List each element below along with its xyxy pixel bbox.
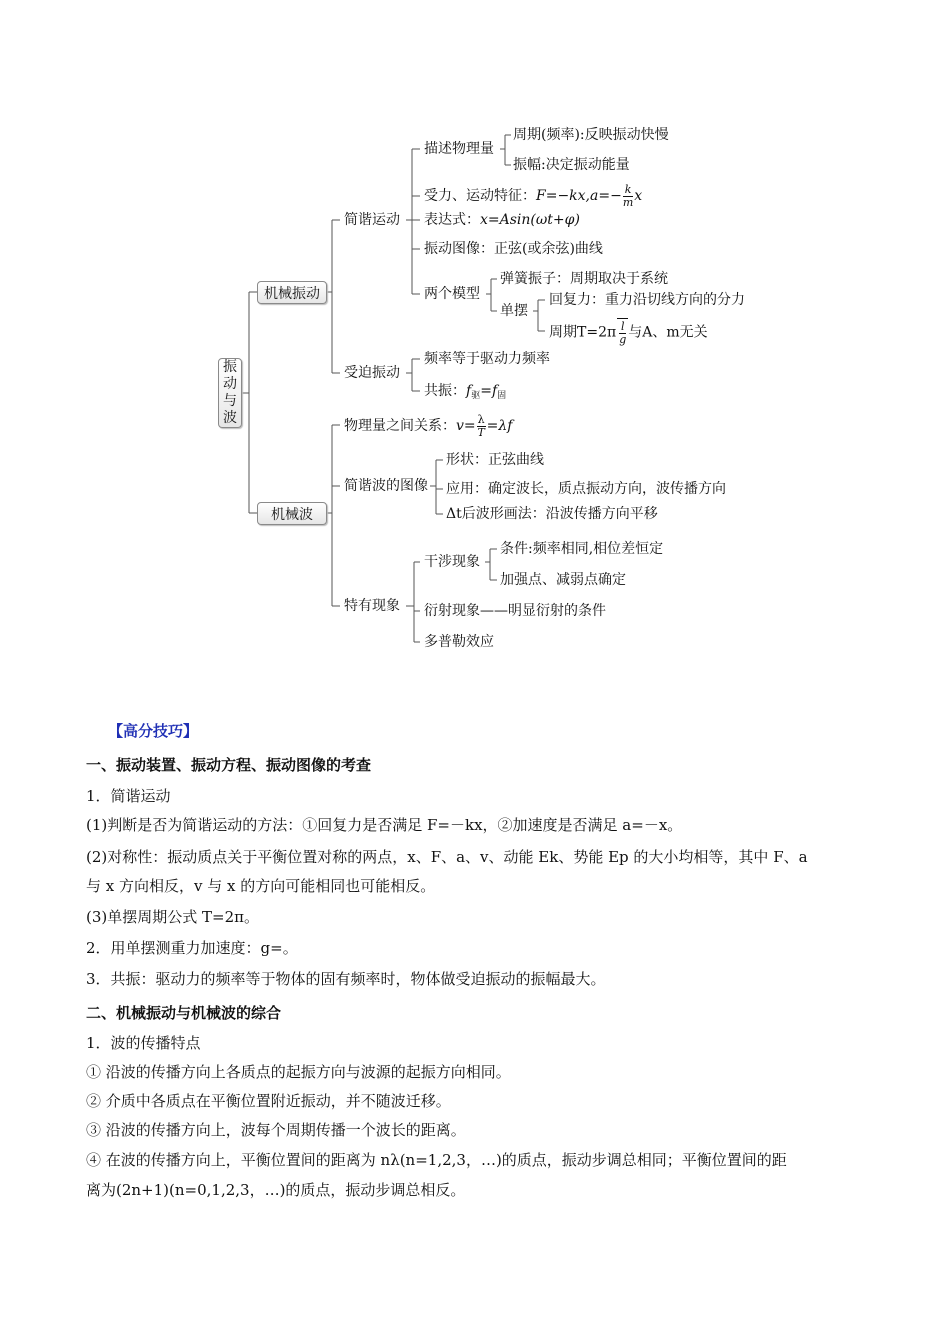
s2-point-d2: 离为(2n+1)(n=0,1,2,3，…)的质点，振动步调总相反。 bbox=[86, 1181, 466, 1199]
forced-vibration-label: 受迫振动 bbox=[344, 365, 400, 381]
tips-heading: 【高分技巧】 bbox=[108, 722, 199, 740]
pendulum-period-prefix: 周期T=2π bbox=[549, 324, 617, 341]
period-item: 周期(频率):反映振动快慢 bbox=[513, 127, 669, 143]
wave-after-dt: Δt后波形画法：沿波传播方向平移 bbox=[446, 506, 658, 522]
s1-item2: 2．用单摆测重力加速度：g=。 bbox=[86, 939, 298, 957]
interference-points: 加强点、减弱点确定 bbox=[500, 572, 626, 588]
pendulum-period bbox=[549, 318, 708, 347]
section1-heading: 一、振动装置、振动方程、振动图像的考查 bbox=[86, 756, 372, 774]
wave-relation bbox=[344, 412, 512, 440]
force-x: x bbox=[634, 188, 643, 204]
equals: = bbox=[480, 383, 492, 399]
s2-point-c: ③ 沿波的传播方向上，波每个周期传播一个波长的距离。 bbox=[86, 1121, 466, 1139]
shm-label: 简谐运动 bbox=[344, 212, 400, 228]
interference-condition: 条件:频率相同,相位差恒定 bbox=[500, 541, 664, 557]
s1-para2b: 与 x 方向相反，v 与 x 的方向可能相同也可能相反。 bbox=[86, 877, 436, 895]
f-drive-sub: 驱 bbox=[471, 391, 481, 401]
simple-pendulum: 单摆 bbox=[500, 303, 528, 319]
root-char: 动 bbox=[223, 376, 237, 392]
lambda-over-t-fraction: $\frac{\lambda}{T}$ bbox=[477, 412, 485, 439]
branch-mechanical-vibration: 机械振动 bbox=[257, 281, 327, 304]
root-char: 振 bbox=[223, 359, 237, 375]
two-models: 两个模型 bbox=[424, 286, 480, 302]
relation-v: v= bbox=[456, 418, 476, 434]
s2-point-d1: ④ 在波的传播方向上，平衡位置间的距离为 nλ(n=1,2,3，…)的质点，振动步调总相同；平衡位置间的距 bbox=[86, 1151, 787, 1169]
relation-suffix: =λf bbox=[486, 418, 513, 434]
sqrt-l-over-g: $\frac{l}{g}$ bbox=[619, 319, 627, 346]
amplitude-item: 振幅:决定振动能量 bbox=[513, 157, 630, 173]
restoring-force: 回复力：重力沿切线方向的分力 bbox=[549, 292, 745, 308]
vibration-graph-item: 振动图像：正弦(或余弦)曲线 bbox=[424, 241, 603, 257]
root-char: 波 bbox=[223, 410, 237, 426]
forced-frequency: 频率等于驱动力频率 bbox=[424, 351, 550, 367]
wave-shape: 形状：正弦曲线 bbox=[446, 452, 544, 468]
s2-point-a: ① 沿波的传播方向上各质点的起振方向与波源的起振方向相同。 bbox=[86, 1063, 511, 1081]
wave-application: 应用：确定波长，质点振动方向，波传播方向 bbox=[446, 481, 726, 497]
s1-para1: (1)判断是否为简谐运动的方法：①回复力是否满足 F=－kx，②加速度是否满足 a=－x。 bbox=[86, 816, 683, 834]
expression-formula: x=Asin(ωt+φ) bbox=[480, 212, 580, 228]
f-drive: f bbox=[466, 383, 472, 399]
diffraction: 衍射现象——明显衍射的条件 bbox=[424, 603, 606, 619]
expression-prefix: 表达式： bbox=[424, 212, 480, 228]
s1-para3: (3)单摆周期公式 T=2π。 bbox=[86, 908, 259, 926]
doppler-effect: 多普勒效应 bbox=[424, 634, 494, 650]
f-natural: f bbox=[491, 383, 498, 399]
resonance-item bbox=[424, 382, 506, 405]
spring-oscillator: 弹簧振子：周期取决于系统 bbox=[500, 271, 668, 287]
root-char: 与 bbox=[223, 393, 237, 409]
root-box bbox=[218, 358, 242, 428]
resonance-prefix: 共振： bbox=[424, 383, 466, 399]
s2-item1: 1．波的传播特点 bbox=[86, 1034, 201, 1052]
describe-quantities: 描述物理量 bbox=[424, 141, 494, 157]
root-label bbox=[223, 359, 237, 427]
expression-item bbox=[424, 211, 580, 229]
section2-heading: 二、机械振动与机械波的综合 bbox=[86, 1004, 282, 1022]
force-feature-item bbox=[424, 182, 642, 210]
force-prefix: 受力、运动特征： bbox=[424, 188, 536, 204]
force-formula: F=−kx,a=− bbox=[536, 188, 622, 204]
k-over-m-fraction: $\frac{k}{m}$ bbox=[622, 182, 634, 209]
branch-mechanical-wave: 机械波 bbox=[257, 502, 327, 525]
s1-item3: 3．共振：驱动力的频率等于物体的固有频率时，物体做受迫振动的振幅最大。 bbox=[86, 970, 606, 988]
pendulum-period-suffix: 与A、m无关 bbox=[628, 324, 708, 341]
s1-item1: 1．简谐运动 bbox=[86, 787, 171, 805]
special-phenomena: 特有现象 bbox=[344, 598, 400, 614]
relation-prefix: 物理量之间关系： bbox=[344, 418, 456, 434]
interference: 干涉现象 bbox=[424, 554, 480, 570]
wave-image-label: 简谐波的图像 bbox=[344, 478, 428, 494]
f-natural-sub: 固 bbox=[497, 391, 507, 401]
s1-para2a: (2)对称性：振动质点关于平衡位置对称的两点，x、F、a、v、动能 Ek、势能 Ep 的大小均相等，其中 F、a bbox=[86, 848, 808, 866]
s2-point-b: ② 介质中各质点在平衡位置附近振动，并不随波迁移。 bbox=[86, 1092, 451, 1110]
